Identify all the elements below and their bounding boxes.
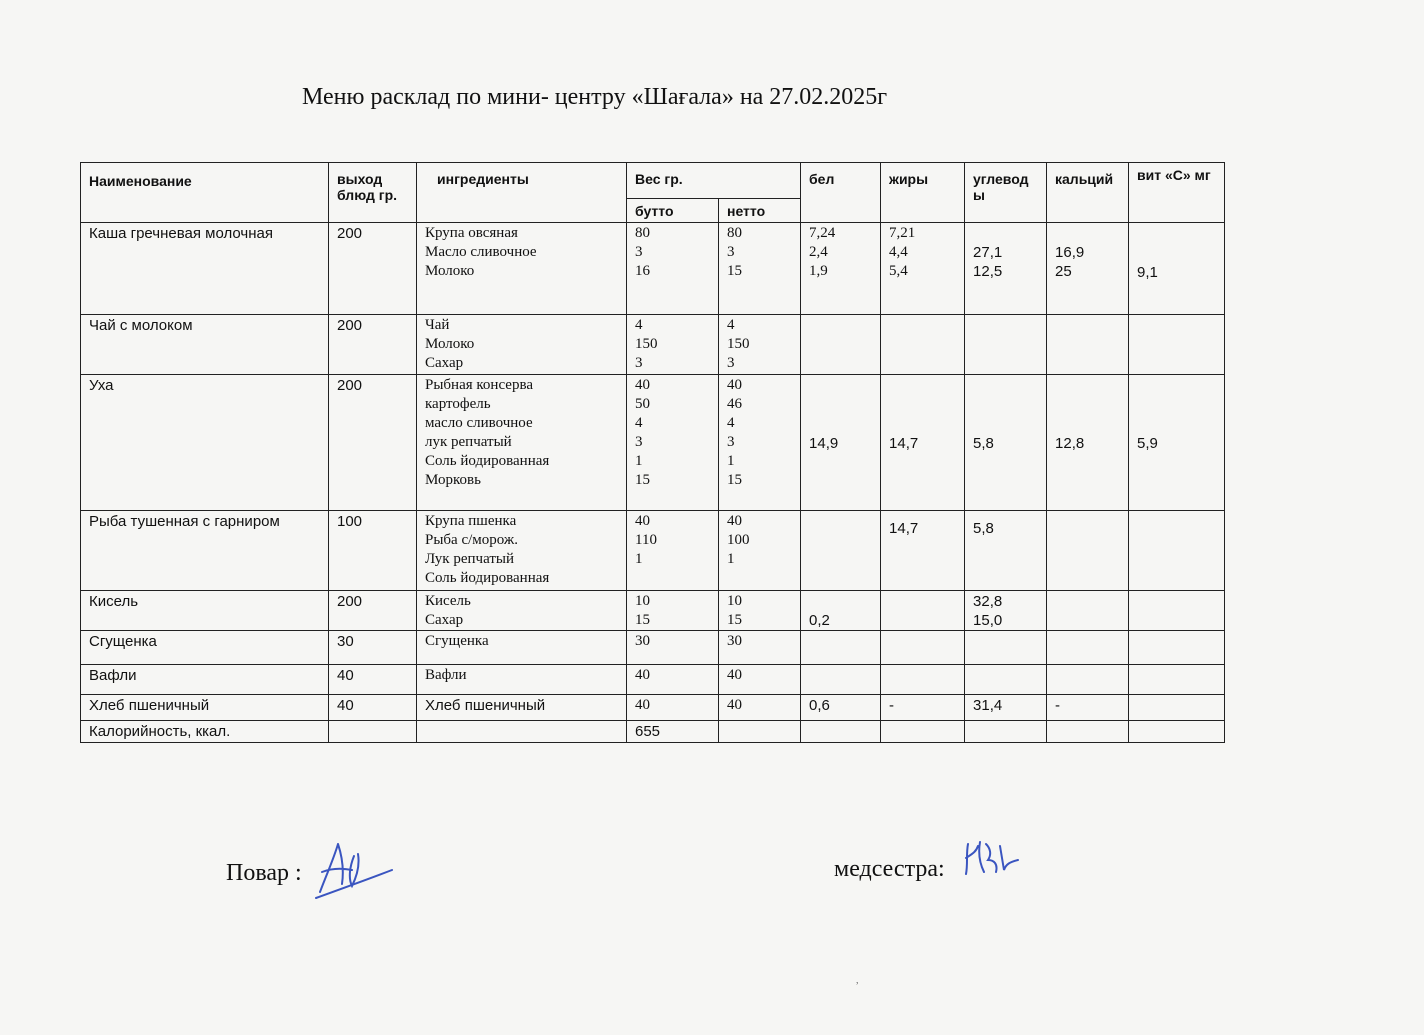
cell-carbs	[965, 695, 1047, 721]
ingredients-value: Масло сливочное	[425, 244, 537, 260]
cell-vitc	[1129, 223, 1225, 315]
decorative-mark: ,	[856, 975, 859, 986]
ingredients-value: масло сливочное	[425, 415, 533, 431]
cell-name: Кисель	[81, 591, 329, 631]
carbs-value: 5,8	[973, 434, 994, 452]
cell-fat	[881, 695, 965, 721]
cell-vitc	[1129, 665, 1225, 695]
fat-value: 4,4	[889, 244, 908, 260]
fat-value: 14,7	[889, 434, 919, 452]
ingredients-value: Молоко	[425, 263, 475, 279]
table-row	[81, 631, 1225, 665]
cell-calcium	[1047, 591, 1129, 631]
calcium-value: 25	[1055, 263, 1072, 280]
netto-value: 4	[727, 317, 735, 333]
cell-output: 200	[329, 315, 417, 375]
netto-value: 46	[727, 396, 742, 412]
calcium-value: 16,9	[1055, 244, 1085, 261]
carbs-value: 15,0	[973, 612, 1003, 629]
protein-value: 0,2	[809, 612, 830, 629]
table-row	[81, 665, 1225, 695]
cell-brutto	[627, 223, 719, 315]
cell-protein	[801, 511, 881, 591]
ingredients-value: картофель	[425, 396, 491, 412]
ingredients-value: лук репчатый	[425, 434, 512, 450]
cell-calcium	[1047, 511, 1129, 591]
cell-name: Хлеб пшеничный	[81, 695, 329, 721]
netto-value: 150	[727, 336, 750, 352]
table-row	[81, 591, 1225, 631]
fat-value: 7,21	[889, 225, 916, 241]
cell-netto	[719, 665, 801, 695]
protein-value: 0,6	[809, 697, 830, 714]
cell-fat	[881, 223, 965, 315]
vitc-value: 5,9	[1137, 434, 1158, 452]
carbs-value: 32,8	[973, 593, 1003, 610]
cell-ingredients	[417, 695, 627, 721]
cell-protein	[801, 375, 881, 511]
cell-fat	[881, 665, 965, 695]
cell-name: Рыба тушенная с гарниром	[81, 511, 329, 591]
brutto-value: 50	[635, 396, 650, 412]
cell-name: Вафли	[81, 665, 329, 695]
ingredients-value: Хлеб пшеничный	[425, 697, 546, 714]
protein-value: 2,4	[809, 244, 828, 260]
netto-value: 3	[727, 355, 735, 371]
cell-ingredients	[417, 375, 627, 511]
header-vitc: вит «С» мг	[1129, 163, 1225, 223]
brutto-value: 110	[635, 532, 657, 548]
ingredients-value: Сахар	[425, 355, 464, 371]
cell-fat	[881, 375, 965, 511]
table-row	[81, 223, 1225, 315]
cell-output: 200	[329, 223, 417, 315]
ingredients-value: Соль йодированная	[425, 570, 550, 586]
cell-vitc	[1129, 591, 1225, 631]
cell-netto	[719, 631, 801, 665]
netto-value: 40	[727, 697, 742, 713]
cell-output: 200	[329, 375, 417, 511]
brutto-value: 16	[635, 263, 650, 279]
cook-label: Повар :	[226, 860, 302, 886]
cell-carbs	[965, 315, 1047, 375]
cell-fat	[881, 315, 965, 375]
fat-value: 14,7	[889, 520, 919, 537]
cell-protein	[801, 223, 881, 315]
cell-carbs	[965, 665, 1047, 695]
cell-netto	[719, 375, 801, 511]
cell-ingredients	[417, 665, 627, 695]
ingredients-value: Крупа пшенка	[425, 513, 517, 529]
ingredients-value: Вафли	[425, 667, 467, 683]
cell-carbs	[965, 591, 1047, 631]
netto-value: 15	[727, 263, 742, 279]
cell-carbs	[965, 223, 1047, 315]
brutto-value: 15	[635, 472, 650, 488]
brutto-value: 1	[635, 551, 643, 567]
cell-output: 40	[329, 695, 417, 721]
ingredients-value: Сгущенка	[425, 633, 489, 649]
cell-ingredients	[417, 223, 627, 315]
carbs-value: 31,4	[973, 697, 1003, 714]
total-label: Калорийность, ккал.	[81, 721, 329, 743]
cell-fat	[881, 511, 965, 591]
cell-output: 100	[329, 511, 417, 591]
cell-calcium	[1047, 695, 1129, 721]
header-calcium: кальций	[1047, 163, 1129, 223]
cell-name: Чай с молоком	[81, 315, 329, 375]
header-fat: жиры	[881, 163, 965, 223]
header-carbs: углевод ы	[965, 163, 1047, 223]
header-netto: нетто	[719, 199, 801, 223]
netto-value: 15	[727, 472, 742, 488]
netto-value: 3	[727, 434, 735, 450]
ingredients-value: Сахар	[425, 612, 464, 628]
cell-calcium	[1047, 375, 1129, 511]
cell-carbs	[965, 375, 1047, 511]
header-ingredients: ингредиенты	[417, 163, 627, 223]
brutto-value: 3	[635, 434, 643, 450]
netto-value: 100	[727, 532, 750, 548]
brutto-value: 10	[635, 593, 650, 609]
brutto-value: 4	[635, 317, 643, 333]
header-name: Наименование	[81, 163, 329, 223]
cell-fat	[881, 591, 965, 631]
netto-value: 10	[727, 593, 742, 609]
brutto-value: 40	[635, 697, 650, 713]
cell-protein	[801, 695, 881, 721]
cell-brutto	[627, 375, 719, 511]
ingredients-value: Чай	[425, 317, 450, 333]
page-title: Меню расклад по мини- центру «Шағала» на 27.02.2025г	[302, 84, 888, 110]
cell-brutto	[627, 695, 719, 721]
header-brutto: бутто	[627, 199, 719, 223]
brutto-value: 40	[635, 377, 650, 393]
vitc-value: 9,1	[1137, 264, 1158, 281]
brutto-value: 3	[635, 244, 643, 260]
cell-netto	[719, 695, 801, 721]
table-row	[81, 315, 1225, 375]
netto-value: 3	[727, 244, 735, 260]
ingredients-value: Крупа овсяная	[425, 225, 518, 241]
protein-value: 1,9	[809, 263, 828, 279]
cell-carbs	[965, 631, 1047, 665]
table-row	[81, 375, 1225, 511]
netto-value: 4	[727, 415, 735, 431]
cell-brutto	[627, 315, 719, 375]
menu-table	[80, 162, 1225, 743]
cell-carbs	[965, 511, 1047, 591]
cell-netto	[719, 591, 801, 631]
brutto-value: 40	[635, 667, 650, 683]
cell-protein	[801, 315, 881, 375]
carbs-value: 27,1	[973, 244, 1003, 261]
fat-value: 5,4	[889, 263, 908, 279]
ingredients-value: Лук репчатый	[425, 551, 514, 567]
header-protein: бел	[801, 163, 881, 223]
cell-vitc	[1129, 511, 1225, 591]
cell-ingredients	[417, 315, 627, 375]
cell-fat	[881, 631, 965, 665]
header-weight: Вес гр.	[627, 163, 801, 199]
cell-netto	[719, 223, 801, 315]
cell-calcium	[1047, 631, 1129, 665]
ingredients-value: Кисель	[425, 593, 471, 609]
netto-value: 40	[727, 667, 742, 683]
calcium-value: -	[1055, 697, 1061, 714]
cell-output: 200	[329, 591, 417, 631]
cell-output: 40	[329, 665, 417, 695]
header-output: выход блюд гр.	[329, 163, 417, 223]
carbs-value: 12,5	[973, 263, 1003, 280]
cell-vitc	[1129, 315, 1225, 375]
calcium-value: 12,8	[1055, 434, 1085, 452]
cell-brutto	[627, 665, 719, 695]
brutto-value: 30	[635, 633, 650, 649]
netto-value: 1	[727, 551, 735, 567]
fat-value: -	[889, 697, 895, 714]
cell-vitc	[1129, 695, 1225, 721]
ingredients-value: Морковь	[425, 472, 481, 488]
cell-protein	[801, 631, 881, 665]
cell-name: Каша гречневая молочная	[81, 223, 329, 315]
cell-ingredients	[417, 511, 627, 591]
cell-protein	[801, 591, 881, 631]
cook-signature-icon	[308, 826, 398, 906]
netto-value: 40	[727, 377, 742, 393]
protein-value: 7,24	[809, 225, 836, 241]
netto-value: 80	[727, 225, 742, 241]
cell-protein	[801, 665, 881, 695]
cell-brutto	[627, 591, 719, 631]
ingredients-value: Рыба с/морож.	[425, 532, 519, 548]
cell-output: 30	[329, 631, 417, 665]
cell-vitc	[1129, 375, 1225, 511]
table-row	[81, 695, 1225, 721]
table-row	[81, 511, 1225, 591]
brutto-value: 15	[635, 612, 650, 628]
cell-ingredients	[417, 631, 627, 665]
netto-value: 1	[727, 453, 735, 469]
netto-value: 30	[727, 633, 742, 649]
brutto-value: 3	[635, 355, 643, 371]
cell-calcium	[1047, 223, 1129, 315]
carbs-value: 5,8	[973, 520, 994, 537]
netto-value: 15	[727, 612, 742, 628]
ingredients-value: Соль йодированная	[425, 453, 550, 469]
ingredients-value: Молоко	[425, 336, 475, 352]
brutto-value: 80	[635, 225, 650, 241]
protein-value: 14,9	[809, 434, 839, 452]
cell-name: Сгущенка	[81, 631, 329, 665]
nurse-signature-icon	[962, 834, 1022, 884]
cell-ingredients	[417, 591, 627, 631]
cell-calcium	[1047, 665, 1129, 695]
cell-vitc	[1129, 631, 1225, 665]
cell-netto	[719, 315, 801, 375]
cell-name: Уха	[81, 375, 329, 511]
cell-netto	[719, 511, 801, 591]
netto-value: 40	[727, 513, 742, 529]
brutto-value: 150	[635, 336, 658, 352]
brutto-value: 1	[635, 453, 643, 469]
total-value: 655	[627, 721, 719, 743]
cell-brutto	[627, 631, 719, 665]
cell-brutto	[627, 511, 719, 591]
cell-calcium	[1047, 315, 1129, 375]
nurse-label: медсестра:	[834, 856, 945, 882]
ingredients-value: Рыбная консерва	[425, 377, 533, 393]
brutto-value: 40	[635, 513, 650, 529]
brutto-value: 4	[635, 415, 643, 431]
